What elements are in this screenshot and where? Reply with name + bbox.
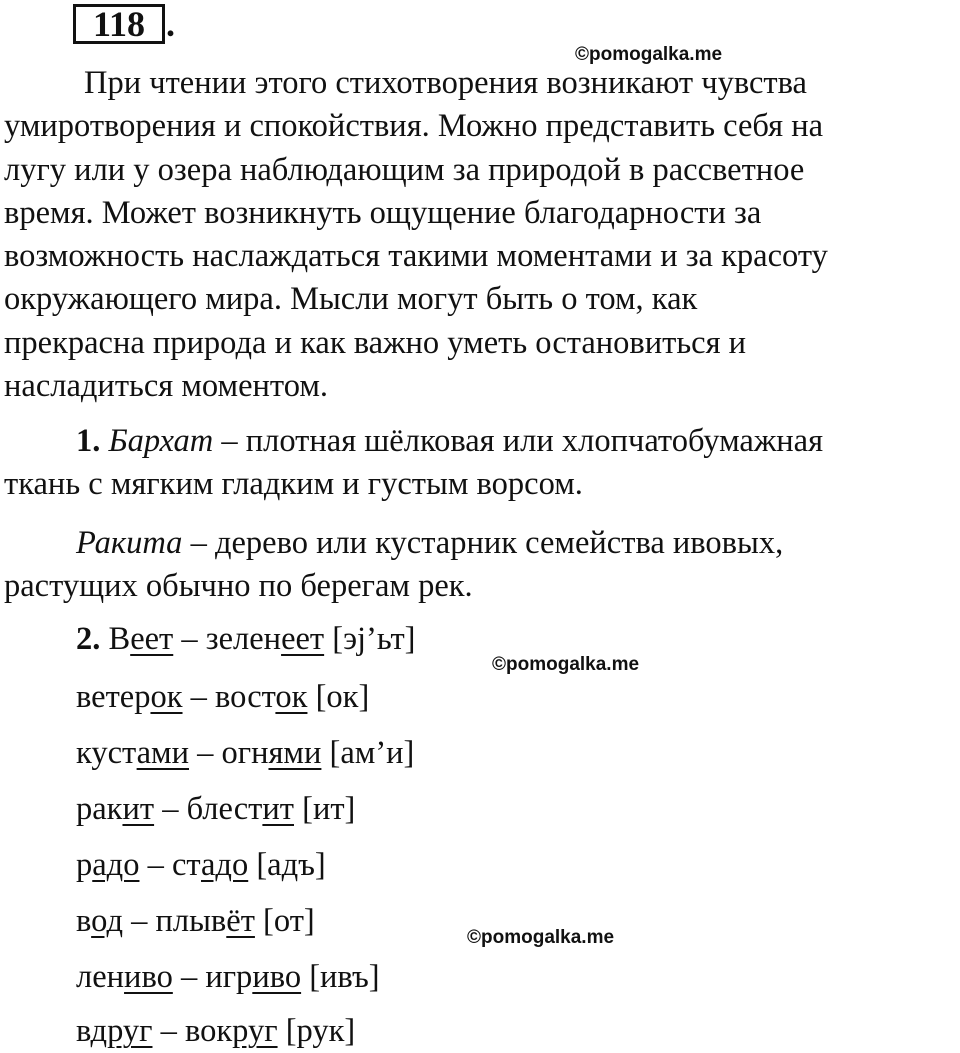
transcription: [ит] xyxy=(294,791,356,827)
rhyme-pair xyxy=(76,845,326,885)
exercise-number-box xyxy=(73,4,165,44)
exercise-number-dot: . xyxy=(166,4,175,44)
rhyme-ending: ями xyxy=(268,735,322,771)
text-line: насладиться моментом. xyxy=(4,368,329,405)
rhyme-pair xyxy=(76,789,355,829)
word-stem: В xyxy=(108,621,131,657)
rhyme-ending: ок xyxy=(150,679,183,715)
text-line xyxy=(4,522,956,565)
intro-paragraph xyxy=(4,62,956,408)
text-line: время. Может возникнуть ощущение благодарности за xyxy=(4,194,762,231)
rhyme-ending: руг xyxy=(232,1013,278,1049)
watermark: ©pomogalka.me xyxy=(575,44,723,65)
rhyme-ending: ёт xyxy=(226,903,255,939)
dash: – xyxy=(182,679,216,715)
text-line: растущих обычно по берегам рек. xyxy=(4,568,473,605)
word-stem: в xyxy=(76,903,92,939)
rhyme-pair xyxy=(76,733,414,773)
text-line: При чтении этого стихотворения возникают чувства xyxy=(84,65,807,101)
definition-text: – плотная шёлковая или хлопчатобумажная xyxy=(213,423,824,459)
rhyme-ending: ит xyxy=(122,791,155,827)
dash: – xyxy=(173,621,206,657)
rhyme-pair xyxy=(76,901,315,941)
text-line: прекрасна природа и как важно уметь остановиться и xyxy=(4,324,747,361)
transcription: [адъ] xyxy=(248,847,326,883)
task1-definition-2 xyxy=(4,522,956,609)
rhyme-ending: адо xyxy=(201,847,249,883)
rhyme-pair xyxy=(76,619,415,659)
text-line: лугу или у озера наблюдающим за природой в рассветное xyxy=(4,151,805,188)
watermark: ©pomogalka.me xyxy=(492,654,640,675)
text-line: окружающего мира. Мысли могут быть о том, как xyxy=(4,281,698,318)
rhyme-ending: ок xyxy=(275,679,308,715)
rhyme-ending: иво xyxy=(124,959,173,995)
word-stem: вок xyxy=(184,1013,233,1049)
word-stem: рак xyxy=(76,791,123,827)
word-stem: вост xyxy=(215,679,276,715)
text-line xyxy=(4,420,956,463)
transcription: [ивъ] xyxy=(301,959,380,995)
rhyme-ending: од xyxy=(91,903,123,939)
task2-number: 2. xyxy=(76,621,101,657)
text-line: умиротворения и спокойствия. Можно представить себя на xyxy=(4,108,824,145)
definition-text: – дерево или кустарник семейства ивовых, xyxy=(182,525,784,561)
dash: – xyxy=(172,959,206,995)
rhyme-ending: ит xyxy=(262,791,294,827)
rhyme-ending: еет xyxy=(281,621,325,657)
word-stem: ветер xyxy=(76,679,151,715)
dash: – xyxy=(152,1013,185,1049)
word-stem: вд xyxy=(76,1013,108,1049)
watermark: ©pomogalka.me xyxy=(467,927,615,948)
exercise-number: 118 xyxy=(92,4,145,44)
rhyme-pair xyxy=(76,677,369,717)
rhyme-pair xyxy=(76,957,380,997)
task1-number: 1. xyxy=(76,423,101,459)
dash: – xyxy=(154,791,187,827)
word-stem: огн xyxy=(221,735,269,771)
word-stem: р xyxy=(76,847,93,883)
rhyme-ending: иво xyxy=(252,959,302,995)
transcription: [ам’и] xyxy=(321,735,415,771)
transcription: [рук] xyxy=(277,1013,356,1049)
dash: – xyxy=(122,903,156,939)
word-stem: зелен xyxy=(205,621,282,657)
text-line: возможность наслаждаться такими моментами и за красоту xyxy=(4,238,828,275)
rhyme-ending: руг xyxy=(107,1013,153,1049)
word-stem: лен xyxy=(76,959,125,995)
word-stem: плыв xyxy=(155,903,227,939)
word-stem: ст xyxy=(171,847,201,883)
term-barkhat: Бархат xyxy=(108,423,214,459)
transcription: [ок] xyxy=(307,679,370,715)
word-stem: куст xyxy=(76,735,137,771)
word-stem: блест xyxy=(186,791,263,827)
rhyme-ending: еет xyxy=(130,621,174,657)
transcription: [эj’ьт] xyxy=(324,621,416,657)
word-stem: игр xyxy=(205,959,253,995)
text-line: ткань с мягким гладким и густым ворсом. xyxy=(4,466,583,503)
dash: – xyxy=(139,847,172,883)
transcription: [от] xyxy=(254,903,315,939)
rhyme-pair xyxy=(76,1011,355,1051)
rhyme-ending: ами xyxy=(136,735,189,771)
rhyme-ending: адо xyxy=(92,847,140,883)
term-rakita: Ракита xyxy=(76,525,183,561)
task1-definition-1 xyxy=(4,420,956,507)
dash: – xyxy=(189,735,222,771)
